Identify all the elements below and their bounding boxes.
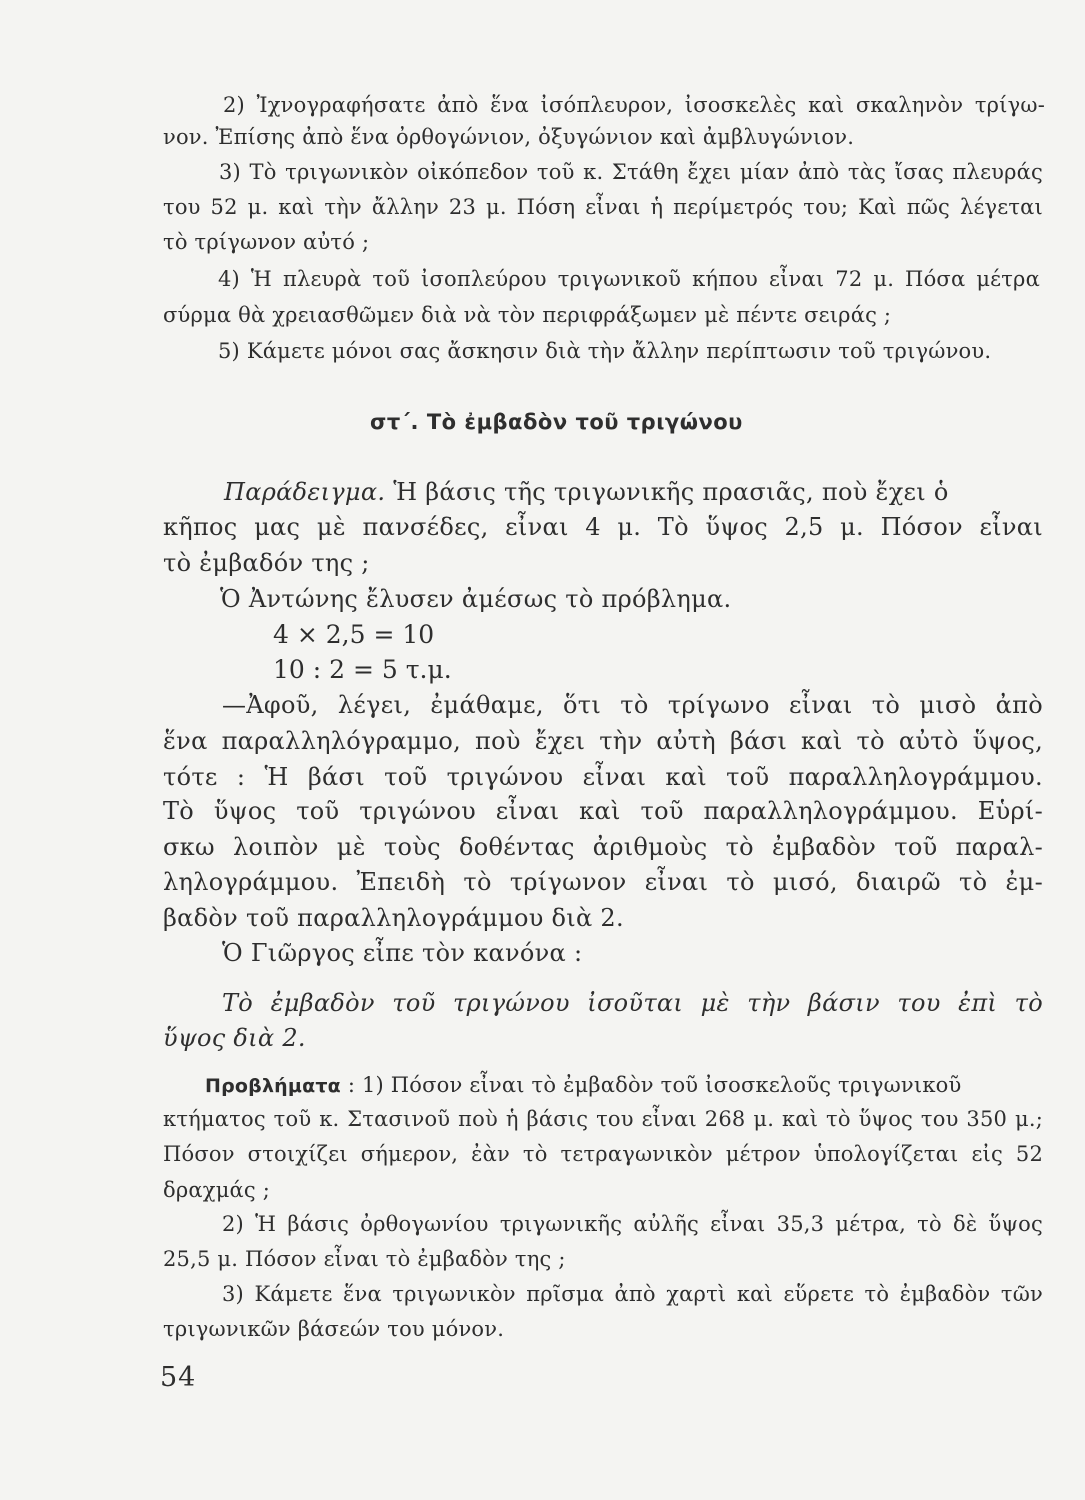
explanation-line-4: Τὸ ὕψος τοῦ τριγώνου εἶναι καὶ τοῦ παραλληλογράμμου. Εὑρί- (163, 797, 1043, 825)
problem-1-line-4: δραχμάς ; (163, 1178, 271, 1202)
exercise-5-line-1: 5) Κάμετε μόνοι σας ἄσκησιν διὰ τὴν ἄλλην περίπτωσιν τοῦ τριγώνου. (218, 339, 992, 363)
calculation-1: 4 × 2,5 = 10 (273, 620, 435, 649)
problem-2-line-1: 2) Ἡ βάσις ὀρθογωνίου τριγωνικῆς αὐλῆς εἶναι 35,3 μέτρα, τὸ δὲ ὕψος (222, 1212, 1043, 1236)
problems-label: Προβλήματα (205, 1075, 341, 1097)
example-line-3: τὸ ἐμβαδόν της ; (163, 549, 370, 577)
problem-1-line-1 (205, 1073, 961, 1097)
page-number: 54 (160, 1362, 197, 1393)
problem-1-line-1-text: : 1) Πόσον εἶναι τὸ ἐμβαδὸν τοῦ ἰσοσκελοῦς τριγωνικοῦ (347, 1073, 962, 1097)
problem-3-line-1: 3) Κάμετε ἕνα τριγωνικὸν πρῖσμα ἀπὸ χαρτὶ καὶ εὕρετε τὸ ἐμβαδὸν τῶν (222, 1282, 1043, 1306)
example-line-1 (224, 478, 949, 506)
section-title: στ΄. Τὸ ἐμβαδὸν τοῦ τριγώνου (370, 410, 743, 434)
example-line-2: κῆπος μας μὲ πανσέδες, εἶναι 4 μ. Τὸ ὕψος 2,5 μ. Πόσον εἶναι (163, 513, 1043, 541)
exercise-4-line-2: σύρμα θὰ χρειασθῶμεν διὰ νὰ τὸν περιφράξωμεν μὲ πέντε σειράς ; (163, 303, 892, 327)
problem-3-line-2: τριγωνικῶν βάσεών του μόνον. (163, 1317, 505, 1341)
exercise-4-line-1: 4) Ἡ πλευρὰ τοῦ ἰσοπλεύρου τριγωνικοῦ κήπου εἶναι 72 μ. Πόσα μέτρα (218, 267, 1040, 291)
exercise-2-line-2: νον. Ἐπίσης ἀπὸ ἕνα ὀρθογώνιον, ὀξυγώνιον καὶ ἀμβλυγώνιον. (163, 125, 855, 149)
calculation-2: 10 : 2 = 5 τ.μ. (273, 655, 452, 684)
problem-1-line-3: Πόσον στοιχίζει σήμερον, ἐὰν τὸ τετραγωνικὸν μέτρον ὑπολογίζεται εἰς 52 (163, 1142, 1043, 1166)
explanation-line-6: ληλογράμμου. Ἐπειδὴ τὸ τρίγωνον εἶναι τὸ μισό, διαιρῶ τὸ ἐμ- (163, 868, 1043, 896)
explanation-line-2: ἕνα παραλληλόγραμμο, ποὺ ἔχει τὴν αὐτὴ βάσι καὶ τὸ αὐτὸ ὕψος, (163, 727, 1043, 755)
exercise-3-line-3: τὸ τρίγωνον αὐτό ; (163, 230, 370, 254)
explanation-line-3: τότε : Ἡ βάσι τοῦ τριγώνου εἶναι καὶ τοῦ παραλληλογράμμου. (163, 763, 1043, 791)
example-label: Παράδειγμα. (224, 478, 386, 506)
exercise-2-line-1: 2) Ἰχνογραφήσατε ἀπὸ ἕνα ἰσόπλευρον, ἰσοσκελὲς καὶ σκαληνὸν τρίγω- (223, 93, 1045, 117)
exercise-3-line-2: του 52 μ. καὶ τὴν ἄλλην 23 μ. Πόση εἶναι ἡ περίμετρός του; Καὶ πῶς λέγεται (163, 195, 1043, 219)
example-line-1-text: Ἡ βάσις τῆς τριγωνικῆς πρασιᾶς, ποὺ ἔχει ὁ (393, 478, 949, 506)
rule-line-1: Τὸ ἐμβαδὸν τοῦ τριγώνου ἰσοῦται μὲ τὴν βάσιν του ἐπὶ τὸ (222, 989, 1043, 1017)
problem-1-line-2: κτήματος τοῦ κ. Στασινοῦ ποὺ ἡ βάσις του εἶναι 268 μ. καὶ τὸ ὕψος του 350 μ.; (163, 1107, 1043, 1131)
exercise-3-line-1: 3) Τὸ τριγωνικὸν οἰκόπεδον τοῦ κ. Στάθη ἔχει μίαν ἀπὸ τὰς ἴσας πλευράς (219, 160, 1043, 184)
example-line-4: Ὁ Ἀντώνης ἔλυσεν ἀμέσως τὸ πρόβλημα. (220, 585, 732, 613)
rule-intro: Ὁ Γιῶργος εἶπε τὸν κανόνα : (222, 939, 583, 967)
rule-line-2: ὕψος διὰ 2. (163, 1024, 306, 1052)
explanation-line-7: βαδὸν τοῦ παραλληλογράμμου διὰ 2. (163, 904, 624, 932)
problem-2-line-2: 25,5 μ. Πόσον εἶναι τὸ ἐμβαδὸν της ; (163, 1247, 566, 1271)
explanation-line-5: σκω λοιπὸν μὲ τοὺς δοθέντας ἀριθμοὺς τὸ ἐμβαδὸν τοῦ παραλ- (163, 833, 1043, 861)
explanation-line-1: —Ἀφοῦ, λέγει, ἐμάθαμε, ὅτι τὸ τρίγωνο εἶναι τὸ μισὸ ἀπὸ (222, 691, 1043, 719)
